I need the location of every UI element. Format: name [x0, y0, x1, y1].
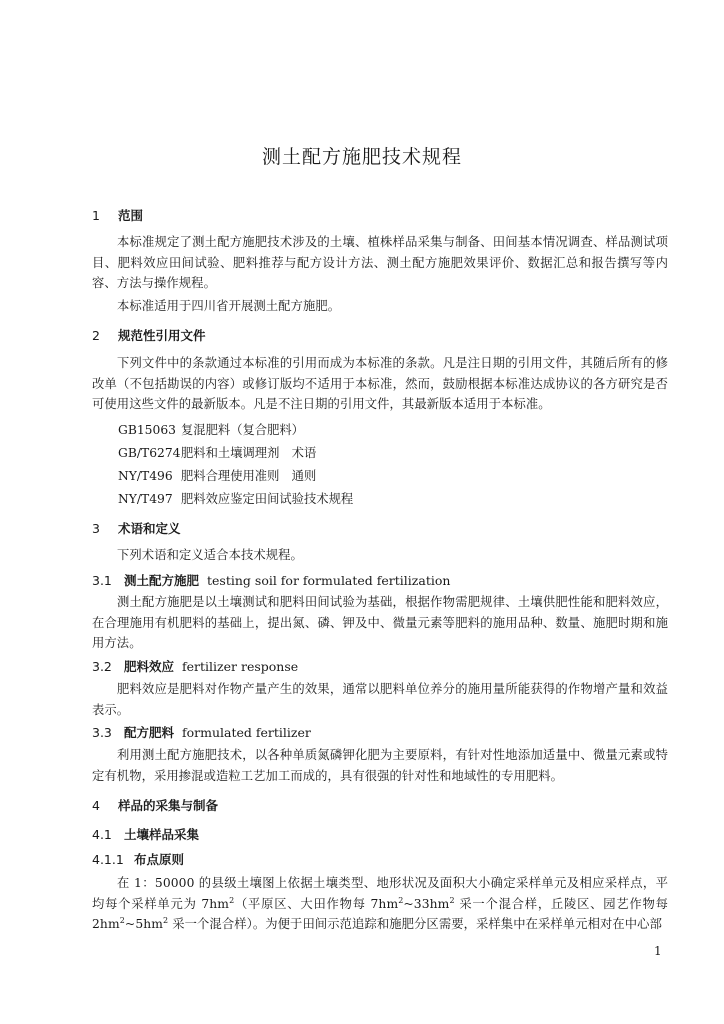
- section-3-3-heading: [92, 723, 311, 741]
- section-title: 配方肥料: [124, 725, 175, 740]
- section-title: 布点原则: [134, 852, 185, 867]
- reference-code: GB15063: [118, 423, 176, 437]
- section-3-heading: [92, 519, 181, 537]
- section-3-2-paragraph: 肥料效应是肥料对作物产量产生的效果，通常以肥料单位养分的施用量所能获得的作物增产量和效益表示。: [92, 682, 668, 717]
- section-number: 4.1: [92, 827, 112, 842]
- paragraph-text: （平原区、大田作物每 7hm: [234, 896, 399, 911]
- section-number: 3: [92, 521, 100, 536]
- section-title: 测土配方施肥: [124, 573, 200, 588]
- section-4-1-1-heading: [92, 850, 184, 868]
- paragraph-text: ~5hm: [124, 917, 164, 931]
- section-number: 3.3: [92, 725, 112, 740]
- superscript: 2: [229, 895, 235, 905]
- reference-name: 复混肥料（复合肥料）: [181, 423, 304, 437]
- section-title-english: fertilizer response: [182, 659, 299, 674]
- section-1-heading: [92, 206, 143, 224]
- section-2-paragraph-1: 下列文件中的条款通过本标准的引用而成为本标准的条款。凡是注日期的引用文件，其随后所有的修改单（不包括勘误的内容）或修订版均不适用于本标准，然而，鼓励根据本标准达成协议的各方研究是否可使用这些文件的最新版本。凡是不注日期的引用文件，其最新版本适用于本标准。: [92, 356, 668, 411]
- section-title: 规范性引用文件: [118, 328, 206, 343]
- superscript: 2: [398, 895, 404, 905]
- superscript: 2: [119, 915, 125, 925]
- section-1-paragraph-1: 本标准规定了测土配方施肥技术涉及的土壤、植株样品采集与制备、田间基本情况调查、样品测试项目、肥料效应田间试验、肥料推荐与配方设计方法、测土配方施肥效果评价、数据汇总和报告撰写等内容、方法与操作规程。: [92, 235, 668, 290]
- section-title: 术语和定义: [118, 521, 181, 536]
- paragraph-text: 采一个混合样，丘陵区、园艺作物每 2hm: [92, 896, 668, 931]
- reference-item: [118, 489, 353, 507]
- reference-name: 肥料和土壤调理剂 术语: [181, 446, 317, 460]
- section-4-1-1-paragraph: [92, 873, 668, 935]
- section-2-heading: [92, 326, 206, 344]
- section-3-1-paragraph: 测土配方施肥是以土壤测试和肥料田间试验为基础，根据作物需肥规律、土壤供肥性能和肥料效应，在合理施用有机肥料的基础上，提出氮、磷、钾及中、微量元素等肥料的施用品种、数量、施肥时期和施用方法。: [92, 595, 668, 650]
- section-title-english: formulated fertilizer: [182, 725, 311, 740]
- section-3-3-paragraph: 利用测土配方施肥技术，以各种单质氮磷钾化肥为主要原料，有针对性地添加适量中、微量元素或特定有机物，采用掺混或造粒工艺加工而成的，具有很强的针对性和地域性的专用肥料。: [92, 748, 668, 783]
- reference-item: [118, 420, 304, 438]
- section-title: 样品的采集与制备: [118, 798, 219, 813]
- section-3-1-heading: [92, 571, 450, 589]
- section-title: 肥料效应: [124, 659, 175, 674]
- section-title: 范围: [118, 208, 144, 223]
- section-4-heading: [92, 796, 218, 814]
- page-number: 1: [654, 944, 662, 958]
- reference-code: GB/T6274: [118, 446, 181, 460]
- superscript: 2: [449, 895, 455, 905]
- section-number: 4.1.1: [92, 852, 124, 867]
- paragraph-text: 在 1：50000 的县级土壤图上依据土壤类型、地形状况及面积大小确定采样单元及相应采样点，平均每个采样单元为 7hm: [92, 876, 668, 911]
- section-number: 3.2: [92, 659, 112, 674]
- section-1-paragraph-2: 本标准适用于四川省开展测土配方施肥。: [117, 299, 341, 313]
- reference-name: 肥料合理使用准则 通则: [181, 469, 317, 483]
- section-title: 土壤样品采集: [124, 827, 200, 842]
- reference-code: NY/T497: [118, 492, 173, 506]
- document-title: 测土配方施肥技术规程: [261, 146, 462, 168]
- paragraph-text: 采一个混合样）。为便于田间示范追踪和施肥分区需要，采样集中在采样单元相对在中心部: [168, 917, 662, 931]
- reference-item: [118, 466, 316, 484]
- section-4-1-heading: [92, 825, 199, 843]
- reference-item: [118, 443, 316, 461]
- section-number: 2: [92, 328, 100, 343]
- section-number: 3.1: [92, 573, 112, 588]
- section-3-paragraph-1: 下列术语和定义适合本技术规程。: [117, 548, 303, 562]
- reference-name: 肥料效应鉴定田间试验技术规程: [181, 492, 354, 506]
- section-title-english: testing soil for formulated fertilization: [207, 573, 451, 588]
- reference-code: NY/T496: [118, 469, 173, 483]
- section-number: 1: [92, 208, 100, 223]
- section-number: 4: [92, 798, 100, 813]
- section-3-2-heading: [92, 657, 298, 675]
- superscript: 2: [163, 915, 169, 925]
- paragraph-text: ~33hm: [403, 896, 450, 911]
